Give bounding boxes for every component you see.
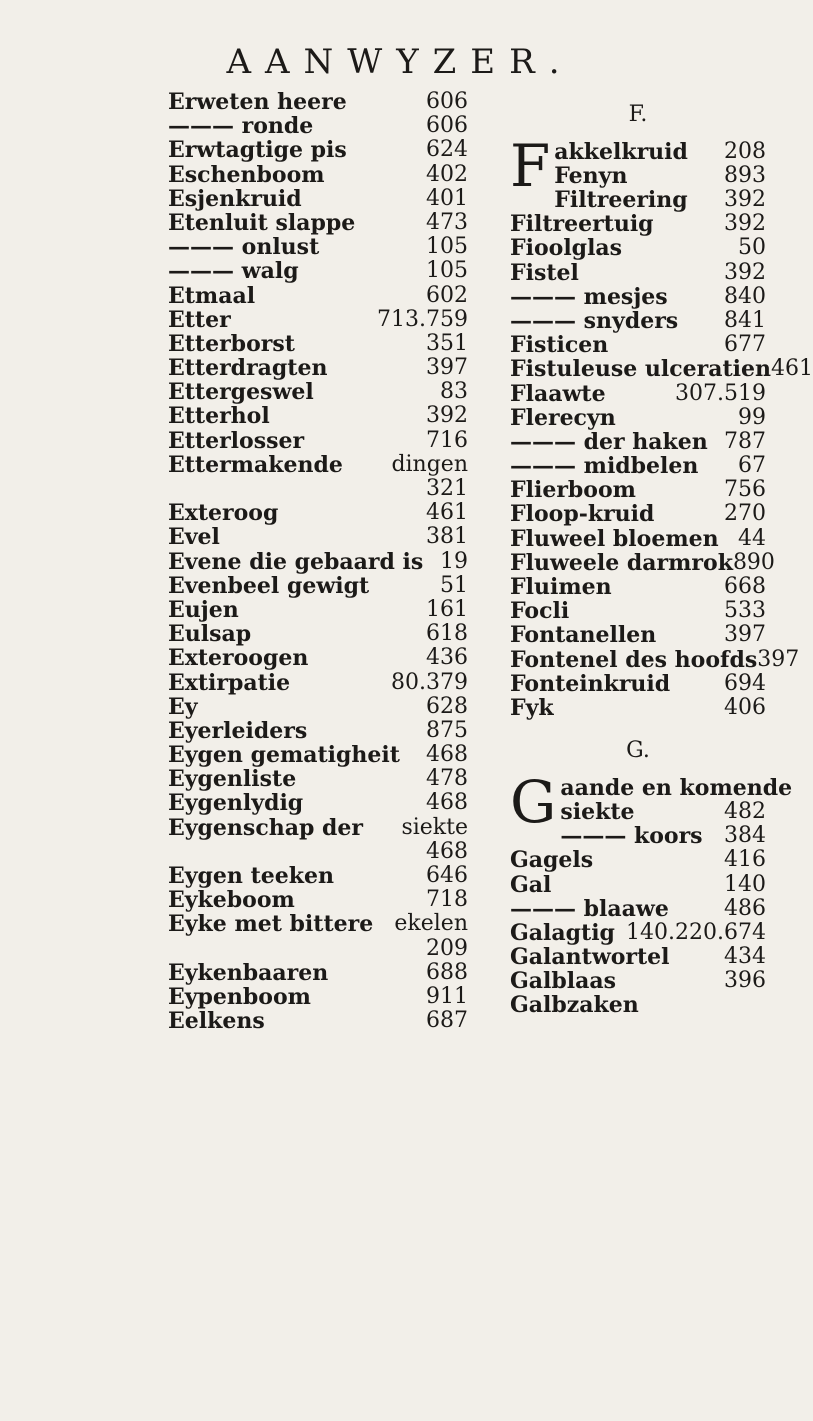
index-page-number: 668 <box>724 574 766 599</box>
index-entry <box>168 767 468 791</box>
index-term: Evel <box>168 524 220 551</box>
index-entry <box>168 308 468 332</box>
index-entry <box>168 138 468 162</box>
index-page-number: 321 <box>426 476 468 501</box>
left-column <box>168 90 468 1033</box>
index-entry <box>510 599 766 623</box>
index-entry <box>510 897 766 921</box>
index-entry <box>560 824 766 848</box>
index-entry <box>168 90 468 114</box>
index-page-number: 482 <box>724 799 766 825</box>
index-entry <box>510 549 775 576</box>
index-term: Galagtig <box>510 919 615 946</box>
index-term: Fluimen <box>510 574 612 600</box>
index-page-number: 840 <box>724 283 766 309</box>
index-entry <box>510 333 766 357</box>
index-term: Fenyn <box>554 163 628 189</box>
index-entry <box>510 236 766 260</box>
index-term: Fistel <box>510 259 579 286</box>
index-entry <box>168 574 468 598</box>
index-entry <box>510 945 766 969</box>
index-page-number: 646 <box>426 863 468 888</box>
index-page-number: 401 <box>426 185 468 211</box>
index-entry <box>168 888 468 912</box>
index-page-number: 105 <box>426 234 468 260</box>
index-page-number: 50 <box>738 235 766 261</box>
index-term: Etter <box>168 306 231 333</box>
index-page-number: 486 <box>724 895 766 921</box>
index-entry <box>510 696 766 720</box>
index-term: Fontenel des hoofds <box>510 646 758 673</box>
index-page-number: 893 <box>724 163 766 188</box>
section-letter-f: F. <box>628 102 648 127</box>
index-page-number: ekelen <box>394 911 468 937</box>
section-letter-g: G. <box>626 738 650 764</box>
index-term: Fisticen <box>510 332 609 359</box>
index-term: Floop-kruid <box>510 501 655 528</box>
index-entry <box>168 743 468 767</box>
index-term: Exteroogen <box>168 645 309 672</box>
index-entry <box>168 235 468 259</box>
index-term: Ey <box>168 693 198 720</box>
index-page-number: 473 <box>426 209 468 235</box>
index-page-number: 140 <box>724 871 766 897</box>
index-term: Eypenboom <box>168 983 311 1010</box>
index-term: ——— onlust <box>168 234 320 261</box>
index-term: Galblaas <box>510 968 617 995</box>
index-entry <box>510 527 766 551</box>
index-term: Flaawte <box>510 380 606 407</box>
index-page-number: 624 <box>426 137 468 163</box>
index-entry <box>168 163 468 187</box>
index-page-number: 890 <box>732 549 775 575</box>
index-page-number: 140.220.674 <box>626 919 766 945</box>
index-page-number: 83 <box>440 379 468 405</box>
index-page-number: 688 <box>426 959 468 985</box>
index-page-number: 468 <box>426 742 468 768</box>
index-page-number: 468 <box>426 838 468 864</box>
index-entry <box>168 864 468 888</box>
index-entry <box>510 430 766 454</box>
index-entry <box>168 961 468 985</box>
index-entry <box>510 454 766 478</box>
index-page-number: 687 <box>426 1008 468 1034</box>
index-entry <box>510 921 766 945</box>
index-entry <box>168 550 468 574</box>
index-entry <box>168 646 468 670</box>
index-entry <box>168 284 468 308</box>
index-term: Evenbeel gewigt <box>168 572 370 599</box>
index-entry <box>168 1009 468 1033</box>
index-page-number: 392 <box>724 187 766 212</box>
index-entry <box>168 477 468 501</box>
index-term: ——— snyders <box>510 307 679 334</box>
index-entry <box>168 985 468 1009</box>
index-term: ——— ronde <box>168 113 314 140</box>
index-page-number: siekte <box>401 814 468 840</box>
index-term: Fyk <box>510 694 554 721</box>
index-term: Eykeboom <box>168 887 295 914</box>
index-entry <box>510 623 766 647</box>
index-term: Gagels <box>510 847 594 874</box>
index-term: Eygen gematigheit <box>168 742 400 769</box>
index-page-number: 208 <box>724 139 766 164</box>
index-entry <box>168 380 468 404</box>
index-entry <box>510 382 766 406</box>
drop-cap-f: F <box>510 132 551 200</box>
index-page-number: 99 <box>738 404 766 430</box>
index-term: ——— midbelen <box>510 453 699 480</box>
index-term: Etterborst <box>168 330 295 357</box>
index-entry <box>510 406 766 430</box>
index-entry <box>510 478 766 502</box>
index-entry <box>510 575 766 599</box>
index-term: Ettergeswel <box>168 379 314 406</box>
index-page-number: 436 <box>426 645 468 671</box>
index-term: Focli <box>510 598 570 625</box>
index-term: Eygenschap der <box>168 814 363 841</box>
index-entry <box>554 188 766 212</box>
index-page-number: 787 <box>724 428 766 454</box>
index-term: Fontanellen <box>510 622 657 649</box>
index-page-number: 19 <box>440 548 468 574</box>
index-term: Galbzaken <box>510 992 639 1019</box>
index-entry <box>510 356 813 383</box>
index-entry <box>168 501 468 525</box>
index-entry <box>168 622 468 646</box>
index-page-number: 713.759 <box>377 306 468 332</box>
index-entry <box>510 261 766 285</box>
index-page-number: 51 <box>440 572 468 598</box>
index-page-number: 396 <box>724 968 766 994</box>
index-page-number: 461 <box>426 500 468 526</box>
index-term: Eulsap <box>168 621 252 648</box>
index-term: Eschenboom <box>168 161 325 188</box>
index-entry <box>168 453 468 477</box>
index-entry <box>168 912 468 936</box>
page-header: AANWYZER. <box>226 42 574 82</box>
index-page-number: 618 <box>426 621 468 647</box>
index-page-number: 392 <box>426 403 468 429</box>
index-term: Esjenkruid <box>168 185 302 212</box>
index-page-number: 209 <box>426 935 468 961</box>
index-page-number: 602 <box>426 282 468 308</box>
index-page-number: 44 <box>738 525 766 551</box>
index-page-number: 628 <box>426 693 468 719</box>
index-page-number: 478 <box>426 766 468 792</box>
right-column <box>510 90 813 1019</box>
index-term: Etenluit slappe <box>168 209 356 236</box>
index-term: Eygenliste <box>168 766 297 793</box>
index-page-number: 841 <box>724 307 766 333</box>
index-term: akkelkruid <box>554 139 688 165</box>
index-entry <box>168 719 468 743</box>
index-entry <box>510 309 766 333</box>
index-page-number: 397 <box>757 646 800 672</box>
index-term: Eyke met bittere <box>168 911 374 938</box>
index-entry <box>168 598 468 622</box>
index-entry <box>168 525 468 549</box>
index-term: ——— blaawe <box>510 895 669 922</box>
index-entry <box>168 259 468 283</box>
index-term: Erweten heere <box>168 89 347 115</box>
index-entry <box>510 848 766 872</box>
index-entry <box>168 114 468 138</box>
index-term: Etterhol <box>168 403 270 430</box>
index-entry <box>510 672 766 696</box>
index-entry <box>168 937 468 961</box>
index-page-number: 416 <box>724 847 766 873</box>
index-term: Filtreertuig <box>510 211 654 238</box>
index-page-number: 161 <box>426 596 468 622</box>
index-term: Filtreering <box>554 187 688 213</box>
index-term: Etterlosser <box>168 427 305 454</box>
index-page-number: 105 <box>426 258 468 284</box>
index-term: Fluweel bloemen <box>510 525 719 552</box>
index-entry <box>168 840 468 864</box>
index-page-number: 716 <box>426 427 468 453</box>
index-term: Eygen teeken <box>168 863 334 889</box>
index-term: Fioolglas <box>510 235 623 262</box>
index-entry <box>168 356 468 380</box>
index-page-number: 67 <box>738 453 766 479</box>
index-term: ——— der haken <box>510 428 708 455</box>
index-term: Extirpatie <box>168 669 291 696</box>
index-term: ——— walg <box>168 258 299 285</box>
index-page-number: 80.379 <box>391 669 468 695</box>
index-term: Eykenbaaren <box>168 959 329 986</box>
index-entry <box>168 695 468 719</box>
index-page-number: 461 <box>771 356 813 382</box>
index-page-number: 384 <box>724 823 766 849</box>
index-entry <box>510 993 766 1017</box>
index-term: Gal <box>510 871 552 898</box>
index-page-number: 392 <box>724 211 766 237</box>
index-term: Ettermakende <box>168 451 343 478</box>
index-term: Erwtagtige pis <box>168 137 347 164</box>
index-page-number: 402 <box>426 161 468 187</box>
index-term: Eygenlydig <box>168 790 304 817</box>
index-term: Etmaal <box>168 282 256 309</box>
index-page-number: 694 <box>724 670 766 696</box>
index-entry <box>168 187 468 211</box>
index-page-number: 397 <box>724 622 766 648</box>
index-term: Eujen <box>168 596 239 623</box>
index-page-number: 533 <box>724 598 766 624</box>
index-term: ——— koors <box>560 823 703 850</box>
index-entry <box>168 816 468 840</box>
index-page-number: dingen <box>391 451 468 477</box>
index-term: aande en komende <box>560 775 793 802</box>
index-entry <box>510 646 800 673</box>
index-page-number: 434 <box>724 944 766 970</box>
index-entry <box>168 404 468 428</box>
index-entry <box>168 211 468 235</box>
index-term: Flierboom <box>510 477 636 504</box>
index-term: Galantwortel <box>510 944 670 971</box>
index-entry <box>168 791 468 815</box>
index-entry <box>510 873 766 897</box>
index-term: siekte <box>560 799 635 826</box>
index-page-number: 406 <box>724 694 766 720</box>
index-term: Etterdragten <box>168 355 328 382</box>
index-term: Evene die gebaard is <box>168 548 424 575</box>
index-term: Fonteinkruid <box>510 670 671 697</box>
index-page-number: 351 <box>426 330 468 356</box>
index-term: Eyerleiders <box>168 717 308 744</box>
index-page-number: 677 <box>724 332 766 358</box>
f-entries <box>510 187 813 721</box>
index-entry <box>510 502 766 526</box>
index-page-number: 270 <box>724 501 766 527</box>
index-term: Eelkens <box>168 1008 265 1035</box>
index-entry <box>168 671 468 695</box>
index-page-number: 911 <box>426 983 468 1009</box>
index-term: Exteroog <box>168 500 279 527</box>
index-entry <box>168 429 468 453</box>
index-page-number: 397 <box>426 355 468 381</box>
index-page-number: 718 <box>426 887 468 913</box>
index-term: ——— mesjes <box>510 283 668 310</box>
index-page-number: 307.519 <box>675 380 766 406</box>
index-term: Fluweele darmrok <box>510 549 733 576</box>
index-term: Fistuleuse ulceratien <box>510 356 772 383</box>
index-page-number: 606 <box>426 89 468 114</box>
index-page-number: 381 <box>426 524 468 550</box>
index-entry <box>168 332 468 356</box>
index-page-number: 875 <box>426 717 468 743</box>
index-page-number: 392 <box>724 259 766 285</box>
drop-cap-g: G <box>510 768 557 837</box>
index-term: Flerecyn <box>510 404 616 431</box>
index-entry <box>510 212 766 236</box>
index-entry <box>510 969 766 993</box>
index-page-number: 606 <box>426 113 468 139</box>
index-page-number: 468 <box>426 790 468 816</box>
index-entry <box>510 285 766 309</box>
index-page-number: 756 <box>724 477 766 503</box>
g-entries <box>510 824 766 1018</box>
